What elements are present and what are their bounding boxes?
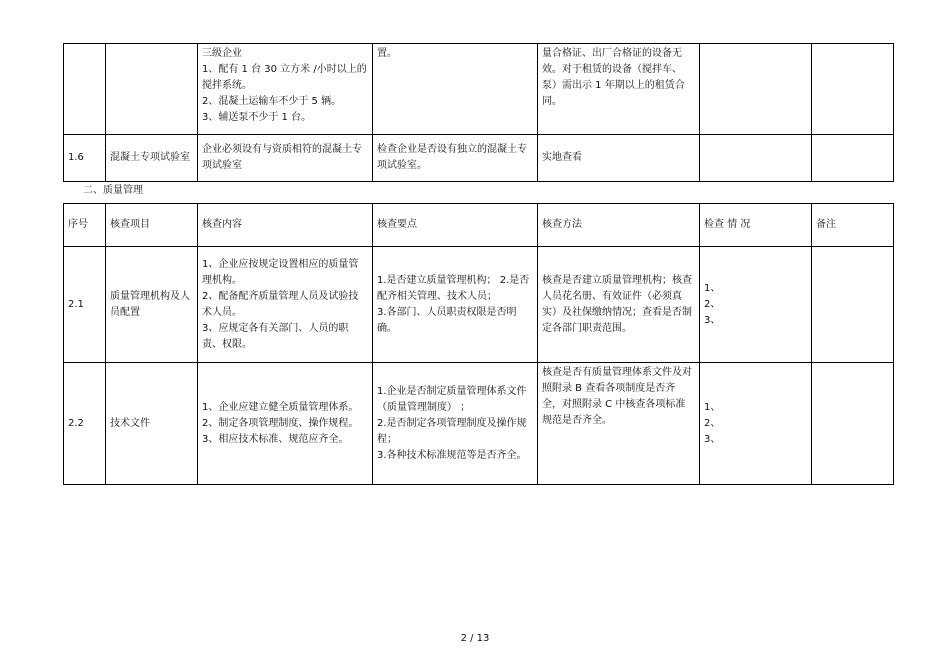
header-content: 核查内容 bbox=[198, 204, 373, 247]
cell-item: 混凝土专项试验室 bbox=[106, 135, 198, 182]
header-status: 检查 情 况 bbox=[700, 204, 812, 247]
cell-no: 2.2 bbox=[64, 363, 106, 485]
cell-no: 2.1 bbox=[64, 247, 106, 363]
quality-management-table bbox=[63, 203, 894, 485]
cell-item: 质量管理机构及人员配置 bbox=[106, 247, 198, 363]
table-header-row bbox=[64, 204, 894, 247]
cell-content: 1、企业应按规定设置相应的质量管理机构。 2、配备配齐质量管理人员及试验技术人员。 3、应规定各有关部门、人员的职责、权限。 bbox=[198, 247, 373, 363]
cell-points: 1.是否建立质量管理机构； 2.是否配齐相关管理、技术人员； 3.各部门、人员职责权限是否明确。 bbox=[373, 247, 538, 363]
cell-content: 三级企业 1、配有 1 台 30 立方米 /小时以上的搅拌系统。 2、混凝土运输车不少于 5 辆。 3、辅送泵不少于 1 台。 bbox=[198, 44, 373, 135]
table-continued bbox=[63, 43, 894, 182]
cell-method: 核查是否有质量管理体系文件及对照附录 B 查看各项制度是否齐全，对照附录 C 中核查各项标准规范是否齐全。 bbox=[538, 363, 700, 485]
page-number: 2 / 13 bbox=[460, 633, 490, 644]
cell-note bbox=[812, 44, 894, 135]
cell-points: 1.企业是否制定质量管理体系文件（质量管理制度） ； 2.是否制定各项管理制度及操作规程； 3.各种技术标准规范等是否齐全。 bbox=[373, 363, 538, 485]
table-row bbox=[64, 44, 894, 135]
cell-note bbox=[812, 247, 894, 363]
cell-status: 1、 2、 3、 bbox=[700, 247, 812, 363]
cell-content: 企业必须设有与资质相符的混凝土专项试验室 bbox=[198, 135, 373, 182]
header-points: 核查要点 bbox=[373, 204, 538, 247]
cell-method: 实地查看 bbox=[538, 135, 700, 182]
table-row bbox=[64, 247, 894, 363]
cell-status bbox=[700, 135, 812, 182]
cell-content: 1、企业应建立健全质量管理体系。 2、制定各项管理制度、操作规程。 3、相应技术标准、规范应齐全。 bbox=[198, 363, 373, 485]
section-title: 二、质量管理 bbox=[83, 185, 143, 196]
cell-no: 1.6 bbox=[64, 135, 106, 182]
cell-status bbox=[700, 44, 812, 135]
cell-points: 置。 bbox=[373, 44, 538, 135]
table-row bbox=[64, 363, 894, 485]
header-no: 序号 bbox=[64, 204, 106, 247]
header-note: 备注 bbox=[812, 204, 894, 247]
cell-note bbox=[812, 135, 894, 182]
cell-item: 技术文件 bbox=[106, 363, 198, 485]
cell-no bbox=[64, 44, 106, 135]
table-row bbox=[64, 135, 894, 182]
cell-item bbox=[106, 44, 198, 135]
cell-status: 1、 2、 3、 bbox=[700, 363, 812, 485]
cell-note bbox=[812, 363, 894, 485]
cell-method: 量合格证、出厂合格证的设备无效。对于租赁的设备（搅拌车、泵）需出示 1 年期以上的租赁合同。 bbox=[538, 44, 700, 135]
cell-points: 检查企业是否设有独立的混凝土专项试验室。 bbox=[373, 135, 538, 182]
header-item: 核查项目 bbox=[106, 204, 198, 247]
header-method: 核查方法 bbox=[538, 204, 700, 247]
cell-method: 核查是否建立质量管理机构；核查人员花名册、有效证件（必须真实）及社保缴纳情况；查看是否制定各部门职责范围。 bbox=[538, 247, 700, 363]
